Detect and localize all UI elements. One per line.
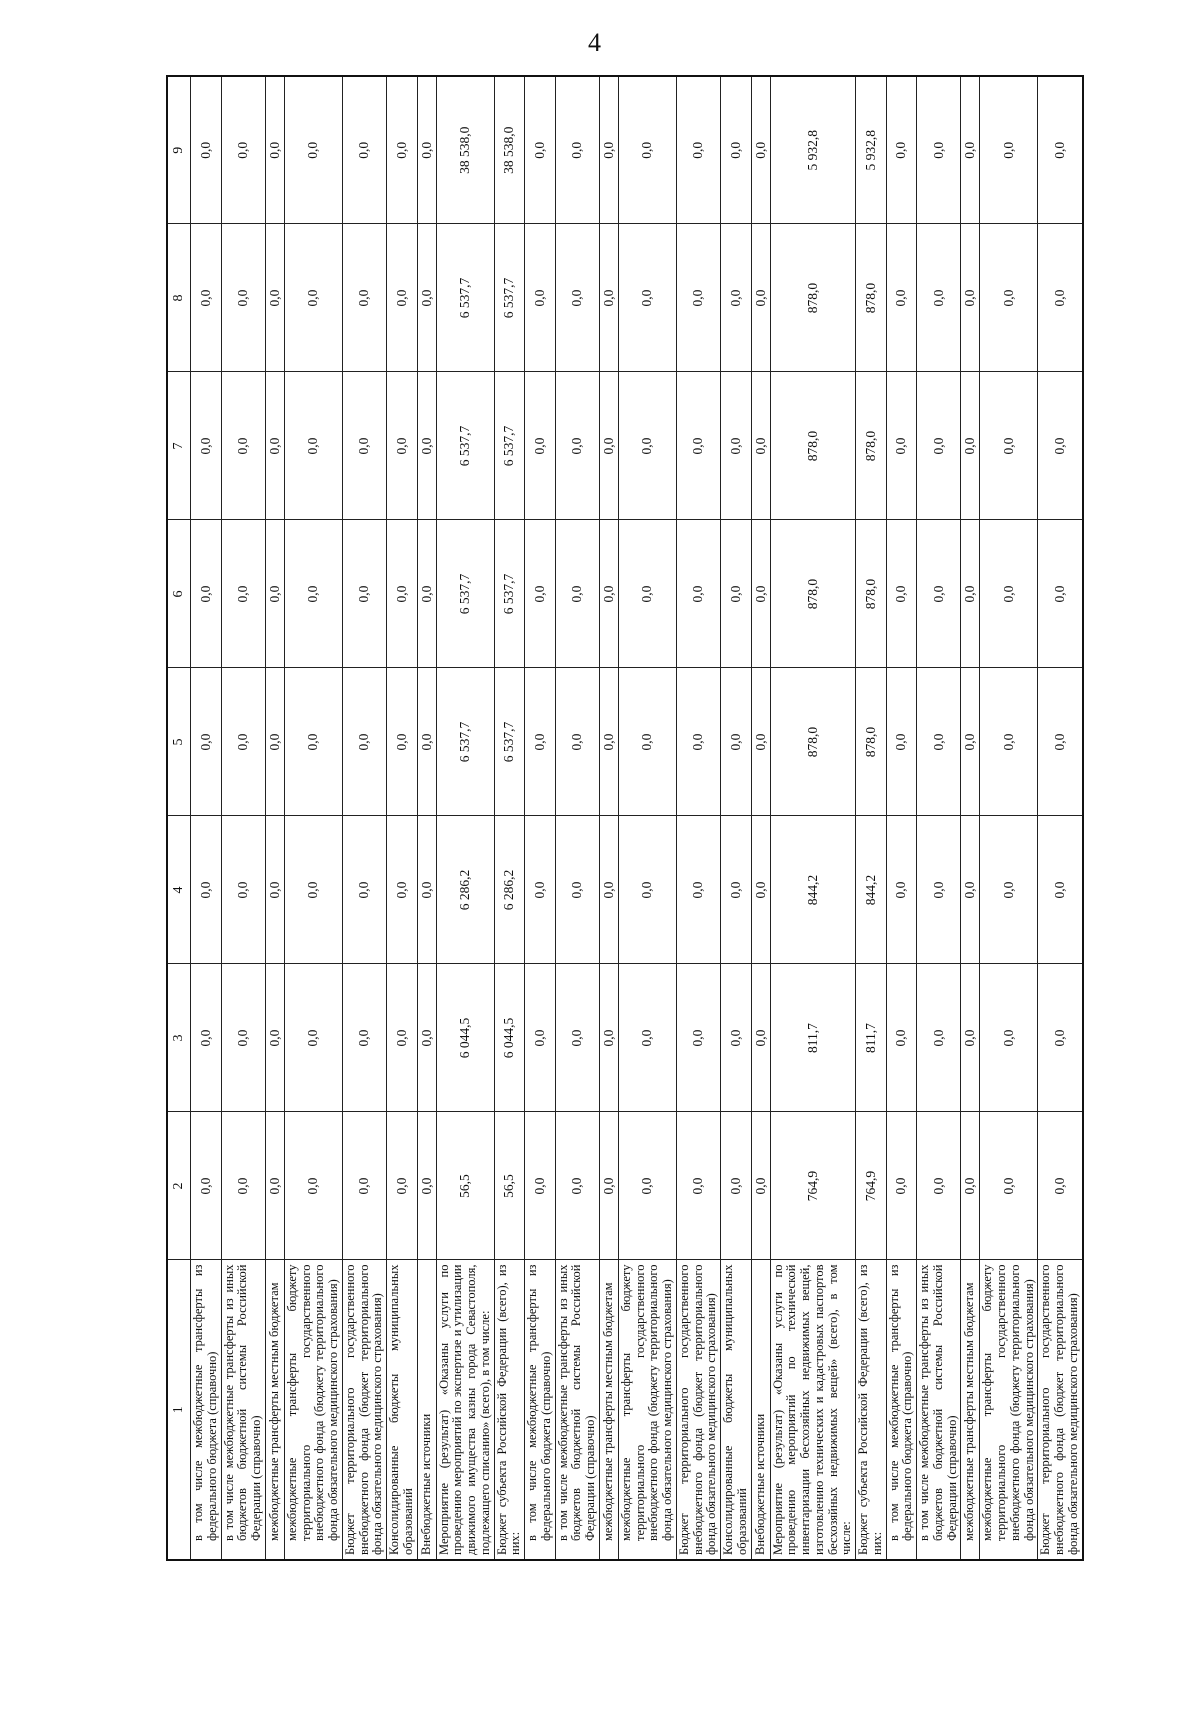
row-value: 0,0 <box>721 668 752 816</box>
row-value: 0,0 <box>265 372 284 520</box>
row-value: 6 537,7 <box>436 372 494 520</box>
row-value: 6 537,7 <box>436 520 494 668</box>
row-label: Бюджет субъекта Российской Федерации (всего), из них: <box>494 1260 525 1560</box>
row-value: 0,0 <box>525 372 556 520</box>
row-value: 0,0 <box>387 372 418 520</box>
row-label: межбюджетные трансферты бюджету территориального государственного внебюджетного фонда (бюджету территориального фонда обязательного медицинского страхования) <box>284 1260 342 1560</box>
row-value: 0,0 <box>342 224 386 372</box>
row-value: 0,0 <box>417 76 436 224</box>
row-value: 0,0 <box>221 520 265 668</box>
row-value: 0,0 <box>676 668 720 816</box>
table-row <box>917 76 961 1560</box>
row-label: Бюджет территориального государственного внебюджетного фонда (бюджет территориального фонда обязательного медицинского страхования) <box>1038 1260 1083 1560</box>
row-value: 0,0 <box>676 520 720 668</box>
row-value: 0,0 <box>191 964 222 1112</box>
row-value: 0,0 <box>1038 520 1083 668</box>
row-value: 0,0 <box>721 1112 752 1260</box>
row-value: 0,0 <box>265 816 284 964</box>
row-value: 0,0 <box>751 668 770 816</box>
row-value: 0,0 <box>618 76 676 224</box>
table-row <box>284 76 342 1560</box>
col-header-5: 5 <box>167 668 191 816</box>
row-value: 0,0 <box>751 224 770 372</box>
row-value: 0,0 <box>342 668 386 816</box>
row-value: 0,0 <box>961 224 980 372</box>
row-value: 878,0 <box>770 372 856 520</box>
row-value: 6 537,7 <box>494 224 525 372</box>
row-value: 6 537,7 <box>436 224 494 372</box>
row-value: 0,0 <box>221 668 265 816</box>
row-value: 0,0 <box>387 224 418 372</box>
row-value: 0,0 <box>886 1112 917 1260</box>
row-value: 0,0 <box>265 224 284 372</box>
row-label: межбюджетные трансферты местным бюджетам <box>599 1260 618 1560</box>
row-value: 0,0 <box>618 224 676 372</box>
row-value: 0,0 <box>618 964 676 1112</box>
row-value: 0,0 <box>751 372 770 520</box>
row-value: 0,0 <box>961 668 980 816</box>
row-value: 0,0 <box>721 372 752 520</box>
table-row <box>221 76 265 1560</box>
row-value: 0,0 <box>961 1112 980 1260</box>
row-value: 0,0 <box>284 668 342 816</box>
row-value: 6 286,2 <box>436 816 494 964</box>
row-value: 0,0 <box>886 816 917 964</box>
row-value: 0,0 <box>1038 224 1083 372</box>
row-value: 0,0 <box>886 76 917 224</box>
row-value: 0,0 <box>961 372 980 520</box>
row-value: 0,0 <box>342 76 386 224</box>
table-row <box>387 76 418 1560</box>
row-value: 0,0 <box>676 224 720 372</box>
row-value: 0,0 <box>886 224 917 372</box>
row-value: 0,0 <box>1038 76 1083 224</box>
row-value: 878,0 <box>856 520 887 668</box>
row-value: 0,0 <box>886 372 917 520</box>
row-value: 0,0 <box>917 76 961 224</box>
row-value: 0,0 <box>191 816 222 964</box>
row-value: 38 538,0 <box>436 76 494 224</box>
table-row <box>342 76 386 1560</box>
row-value: 878,0 <box>856 668 887 816</box>
row-label: межбюджетные трансферты местным бюджетам <box>265 1260 284 1560</box>
row-value: 0,0 <box>387 520 418 668</box>
row-value: 0,0 <box>265 1112 284 1260</box>
row-value: 764,9 <box>770 1112 856 1260</box>
row-value: 0,0 <box>917 1112 961 1260</box>
row-value: 811,7 <box>856 964 887 1112</box>
row-value: 0,0 <box>721 520 752 668</box>
col-header-9: 9 <box>167 76 191 224</box>
row-value: 0,0 <box>618 816 676 964</box>
row-value: 56,5 <box>436 1112 494 1260</box>
row-value: 0,0 <box>721 224 752 372</box>
row-value: 0,0 <box>599 668 618 816</box>
row-value: 0,0 <box>1038 964 1083 1112</box>
table-row <box>191 76 222 1560</box>
col-header-2: 2 <box>167 1112 191 1260</box>
row-label: межбюджетные трансферты местным бюджетам <box>961 1260 980 1560</box>
row-value: 0,0 <box>417 964 436 1112</box>
row-value: 0,0 <box>284 76 342 224</box>
row-value: 0,0 <box>1038 1112 1083 1260</box>
row-value: 0,0 <box>751 1112 770 1260</box>
row-value: 0,0 <box>342 372 386 520</box>
row-value: 0,0 <box>417 1112 436 1260</box>
row-value: 0,0 <box>342 1112 386 1260</box>
table-row <box>555 76 599 1560</box>
table-row <box>676 76 720 1560</box>
row-value: 0,0 <box>599 76 618 224</box>
row-value: 5 932,8 <box>856 76 887 224</box>
row-value: 0,0 <box>599 964 618 1112</box>
row-value: 0,0 <box>265 76 284 224</box>
row-value: 0,0 <box>751 76 770 224</box>
row-value: 0,0 <box>525 816 556 964</box>
row-label: Мероприятие (результат) «Оказаны услуги по проведению мероприятий по экспертизе и утилизации движимого имущества казны города Севастополя, подлежащего списанию» (всего), в том числе: <box>436 1260 494 1560</box>
row-value: 0,0 <box>525 668 556 816</box>
page-number: 4 <box>588 28 601 57</box>
row-label: Внебюджетные источники <box>417 1260 436 1560</box>
row-value: 0,0 <box>221 816 265 964</box>
budget-table <box>166 75 1084 1561</box>
row-label: Мероприятие (результат) «Оказаны услуги по проведению мероприятий по технической инвентаризации бесхозяйных недвижимых вещей, изготовлению технических и кадастровых паспортов бесхозяйных недвижимых вещей» (всего), в том числе: <box>770 1260 856 1560</box>
row-value: 0,0 <box>284 520 342 668</box>
row-value: 0,0 <box>917 964 961 1112</box>
row-value: 0,0 <box>342 520 386 668</box>
row-value: 0,0 <box>191 372 222 520</box>
row-value: 0,0 <box>961 76 980 224</box>
row-label: в том числе межбюджетные трансферты из федерального бюджета (справочно) <box>525 1260 556 1560</box>
row-value: 0,0 <box>387 668 418 816</box>
row-value: 0,0 <box>980 224 1038 372</box>
row-label: Консолидированные бюджеты муниципальных образований <box>721 1260 752 1560</box>
row-value: 0,0 <box>284 372 342 520</box>
row-value: 0,0 <box>980 668 1038 816</box>
table-row <box>770 76 856 1560</box>
row-value: 0,0 <box>417 224 436 372</box>
row-value: 0,0 <box>284 224 342 372</box>
row-value: 0,0 <box>417 372 436 520</box>
row-value: 0,0 <box>599 520 618 668</box>
row-value: 0,0 <box>980 964 1038 1112</box>
row-value: 38 538,0 <box>494 76 525 224</box>
row-value: 0,0 <box>676 372 720 520</box>
row-value: 0,0 <box>676 76 720 224</box>
row-value: 0,0 <box>751 964 770 1112</box>
row-value: 0,0 <box>342 816 386 964</box>
row-value: 0,0 <box>599 1112 618 1260</box>
row-value: 6 537,7 <box>494 520 525 668</box>
row-value: 6 537,7 <box>436 668 494 816</box>
header-row <box>167 76 191 1560</box>
row-value: 0,0 <box>387 816 418 964</box>
table-row <box>856 76 887 1560</box>
row-value: 0,0 <box>387 76 418 224</box>
row-value: 0,0 <box>525 76 556 224</box>
table-row <box>436 76 494 1560</box>
row-value: 6 537,7 <box>494 372 525 520</box>
row-value: 811,7 <box>770 964 856 1112</box>
row-label: Бюджет субъекта Российской Федерации (всего), из них: <box>856 1260 887 1560</box>
row-value: 0,0 <box>555 964 599 1112</box>
row-value: 0,0 <box>265 520 284 668</box>
row-value: 0,0 <box>284 816 342 964</box>
table-row <box>618 76 676 1560</box>
table-row <box>417 76 436 1560</box>
row-value: 0,0 <box>886 520 917 668</box>
row-value: 6 044,5 <box>494 964 525 1112</box>
row-value: 0,0 <box>387 964 418 1112</box>
row-value: 0,0 <box>721 76 752 224</box>
row-value: 0,0 <box>961 520 980 668</box>
row-value: 0,0 <box>284 964 342 1112</box>
col-header-3: 3 <box>167 964 191 1112</box>
row-value: 0,0 <box>342 964 386 1112</box>
row-value: 0,0 <box>191 1112 222 1260</box>
row-value: 0,0 <box>221 224 265 372</box>
row-label: межбюджетные трансферты бюджету территориального государственного внебюджетного фонда (бюджету территориального фонда обязательного медицинского страхования) <box>980 1260 1038 1560</box>
row-value: 764,9 <box>856 1112 887 1260</box>
row-value: 0,0 <box>417 816 436 964</box>
row-value: 0,0 <box>555 1112 599 1260</box>
row-value: 0,0 <box>676 964 720 1112</box>
row-value: 0,0 <box>221 76 265 224</box>
table-row <box>886 76 917 1560</box>
col-header-4: 4 <box>167 816 191 964</box>
row-label: Бюджет территориального государственного внебюджетного фонда (бюджет территориального фонда обязательного медицинского страхования) <box>342 1260 386 1560</box>
row-value: 0,0 <box>676 816 720 964</box>
row-value: 0,0 <box>555 76 599 224</box>
table-row <box>525 76 556 1560</box>
row-value: 0,0 <box>599 816 618 964</box>
row-value: 0,0 <box>191 76 222 224</box>
table-row <box>721 76 752 1560</box>
row-label: в том числе межбюджетные трансферты из иных бюджетов бюджетной системы Российской Федерации (справочно) <box>555 1260 599 1560</box>
row-value: 0,0 <box>555 520 599 668</box>
row-value: 0,0 <box>1038 668 1083 816</box>
table-row <box>1038 76 1083 1560</box>
row-value: 844,2 <box>770 816 856 964</box>
row-value: 878,0 <box>856 372 887 520</box>
row-value: 844,2 <box>856 816 887 964</box>
row-value: 0,0 <box>618 520 676 668</box>
row-value: 0,0 <box>917 816 961 964</box>
table-container <box>166 75 1080 1561</box>
row-value: 0,0 <box>618 372 676 520</box>
row-value: 0,0 <box>555 668 599 816</box>
row-value: 0,0 <box>387 1112 418 1260</box>
row-label: в том числе межбюджетные трансферты из иных бюджетов бюджетной системы Российской Федерации (справочно) <box>917 1260 961 1560</box>
col-header-1: 1 <box>167 1260 191 1560</box>
row-value: 0,0 <box>721 816 752 964</box>
row-value: 0,0 <box>599 372 618 520</box>
table-row <box>494 76 525 1560</box>
row-value: 0,0 <box>417 520 436 668</box>
row-value: 0,0 <box>721 964 752 1112</box>
row-value: 6 044,5 <box>436 964 494 1112</box>
row-value: 0,0 <box>265 668 284 816</box>
row-value: 0,0 <box>886 668 917 816</box>
row-value: 0,0 <box>751 520 770 668</box>
row-label: межбюджетные трансферты бюджету территориального государственного внебюджетного фонда (бюджету территориального фонда обязательного медицинского страхования) <box>618 1260 676 1560</box>
row-value: 0,0 <box>980 76 1038 224</box>
row-value: 0,0 <box>917 224 961 372</box>
row-value: 0,0 <box>917 372 961 520</box>
row-value: 0,0 <box>599 224 618 372</box>
row-label: в том числе межбюджетные трансферты из иных бюджетов бюджетной системы Российской Федерации (справочно) <box>221 1260 265 1560</box>
col-header-7: 7 <box>167 372 191 520</box>
table-body <box>191 76 1083 1560</box>
row-value: 0,0 <box>555 372 599 520</box>
row-value: 0,0 <box>191 520 222 668</box>
row-value: 878,0 <box>770 520 856 668</box>
table-row <box>265 76 284 1560</box>
row-value: 0,0 <box>525 964 556 1112</box>
row-value: 0,0 <box>555 224 599 372</box>
row-value: 0,0 <box>886 964 917 1112</box>
table-row <box>961 76 980 1560</box>
row-label: Бюджет территориального государственного внебюджетного фонда (бюджет территориального фонда обязательного медицинского страхования) <box>676 1260 720 1560</box>
row-value: 0,0 <box>284 1112 342 1260</box>
row-value: 0,0 <box>221 1112 265 1260</box>
row-value: 0,0 <box>917 520 961 668</box>
row-value: 0,0 <box>525 224 556 372</box>
row-value: 0,0 <box>1038 816 1083 964</box>
row-value: 878,0 <box>770 224 856 372</box>
row-value: 0,0 <box>191 668 222 816</box>
row-label: Консолидированные бюджеты муниципальных образований <box>387 1260 418 1560</box>
row-value: 0,0 <box>265 964 284 1112</box>
row-value: 0,0 <box>961 964 980 1112</box>
row-value: 0,0 <box>917 668 961 816</box>
col-header-6: 6 <box>167 520 191 668</box>
row-value: 0,0 <box>618 1112 676 1260</box>
row-value: 0,0 <box>221 372 265 520</box>
col-header-8: 8 <box>167 224 191 372</box>
row-value: 0,0 <box>525 1112 556 1260</box>
row-value: 6 286,2 <box>494 816 525 964</box>
row-value: 56,5 <box>494 1112 525 1260</box>
row-value: 878,0 <box>856 224 887 372</box>
row-value: 0,0 <box>1038 372 1083 520</box>
row-value: 0,0 <box>676 1112 720 1260</box>
row-value: 0,0 <box>191 224 222 372</box>
row-label: в том числе межбюджетные трансферты из федерального бюджета (справочно) <box>191 1260 222 1560</box>
row-value: 0,0 <box>417 668 436 816</box>
table-row <box>751 76 770 1560</box>
row-value: 0,0 <box>525 520 556 668</box>
row-label: в том числе межбюджетные трансферты из федерального бюджета (справочно) <box>886 1260 917 1560</box>
row-value: 5 932,8 <box>770 76 856 224</box>
table-row <box>980 76 1038 1560</box>
row-value: 0,0 <box>980 816 1038 964</box>
row-value: 0,0 <box>961 816 980 964</box>
row-value: 0,0 <box>555 816 599 964</box>
row-value: 0,0 <box>980 520 1038 668</box>
row-value: 0,0 <box>980 1112 1038 1260</box>
row-value: 0,0 <box>618 668 676 816</box>
row-value: 0,0 <box>751 816 770 964</box>
row-value: 878,0 <box>770 668 856 816</box>
row-value: 0,0 <box>980 372 1038 520</box>
row-value: 6 537,7 <box>494 668 525 816</box>
row-label: Внебюджетные источники <box>751 1260 770 1560</box>
row-value: 0,0 <box>221 964 265 1112</box>
table-row <box>599 76 618 1560</box>
